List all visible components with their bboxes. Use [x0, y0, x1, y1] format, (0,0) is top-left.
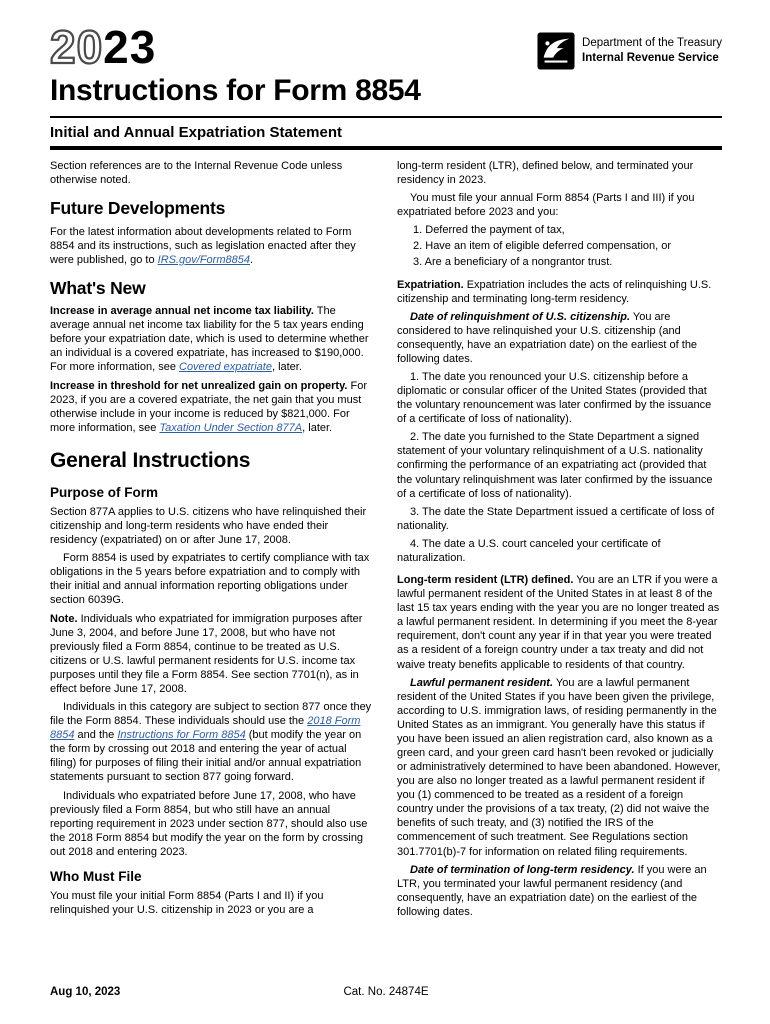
bold-italic-lead: Date of termination of long-term residency. [410, 863, 635, 876]
bold-italic-lead: Date of relinquishment of U.S. citizenship. [410, 310, 631, 323]
irs-label: Internal Revenue Service [582, 52, 719, 64]
annual-list-item-2 [397, 239, 722, 253]
heading-purpose-of-form: Purpose of Form [50, 484, 159, 500]
irs-identity-block [537, 32, 722, 70]
left-column [50, 159, 375, 923]
whats-new-item-2 [50, 379, 375, 435]
document-subtitle: Initial and Annual Expatriation Statement [50, 124, 342, 141]
heading-future-developments: Future Developments [50, 198, 226, 219]
expatriation-definition [397, 278, 722, 306]
list-number: 1. [413, 224, 423, 237]
annual-list-item-3 [397, 255, 722, 269]
agency-text [582, 36, 722, 66]
right-column [397, 159, 722, 923]
treasury-department-label: Department of the Treasury [582, 37, 722, 50]
form-year-solid: 23 [103, 21, 157, 73]
text-run: and the [74, 729, 118, 742]
text-run: Individuals who expatriated for immigration purposes after June 3, 2004, and before June 17, 2008, but who have not previously filed a Form 8854, continue to be treated as U.S. citizens or U.S. lawful permanent residents for U.S. income tax purposes until they file a Form 8854. See section 7701(n), as in effect before June 17, 2008. [50, 612, 363, 695]
catalog-number: Cat. No. 24874E [343, 986, 429, 998]
list-number: 4. [410, 537, 420, 550]
note-label: Note. [50, 612, 78, 625]
text-run: . [249, 253, 254, 266]
text-run: The average annual net income tax liability for the 5 tax years ending before your expatriation date, which is used to determine whether an individual is a covered expatriate, has increased to $190,000. For more information, see [50, 305, 369, 374]
revision-date: Aug 10, 2023 [50, 986, 121, 998]
text-run: (but modify the year on the form by crossing out 2018 and entering the year of actual filing) for purposes of filing their initial and/or annual expatriation statements pursuant to section 877 going forward. [50, 729, 362, 784]
heading-whats-new: What's New [50, 277, 146, 298]
link-instructions-for-form-8854[interactable]: Instructions for Form 8854 [117, 729, 246, 742]
page-footer [50, 986, 722, 998]
text-run: You are an LTR if you were a lawful permanent resident of the United States in at least 8 of the last 15 tax years ending with the year you are no longer treated as a lawful permanent resident. In determining if you meet the 8-year requirement, don't count any year if in that year you were treated as a resident of a foreign country under a tax treaty and did not waive treaty benefits applicable to residents of that country. [397, 574, 720, 671]
list-number: 2. [413, 240, 423, 253]
ltr-definition [397, 573, 722, 672]
relinquishment-date-4 [397, 537, 722, 565]
relinquishment-date-1 [397, 370, 722, 426]
text-run: Individuals in this category are subject to section 877 once they file the Form 8854. These individuals should use the [50, 701, 372, 728]
link-taxation-under-section-877a[interactable]: Taxation Under Section 877A [159, 421, 303, 434]
relinquishment-date-3 [397, 505, 722, 533]
text-run: You are a lawful permanent resident of the United States if you have been given the privilege, according to U.S. immigration laws, of residing permanently in the United States as an immigrant. You generally have this status if you have been issued an alien registration card, also known as a green card, and your green card hasn't been revoked or judicially or administratively determined to have been abandoned. However, you are also no longer treated as a lawful permanent resident if you (1) commenced to be treated as a resident of a foreign country under the provisions of a tax treaty, (2) did not waive the benefits of such treaty, and (3) notified the IRS of the commencement of such treatment. See Regulations section 301.7701(b)-7 for information on related filing requirements. [397, 676, 721, 858]
list-text: The date a U.S. court canceled your certificate of naturalization. [397, 537, 661, 564]
bold-lead: Long-term resident (LTR) defined. [397, 574, 574, 587]
bold-lead: Expatriation. [397, 278, 464, 291]
annual-list-item-1 [397, 223, 722, 237]
relinquishment-date-2 [397, 430, 722, 500]
form-year-outline: 20 [50, 21, 104, 73]
relinquishment-definition [397, 310, 722, 366]
two-column-body [50, 159, 722, 923]
future-developments-paragraph [50, 225, 375, 267]
list-number: 1. [410, 371, 420, 384]
text-run: Expatriation includes the acts of relinquishing U.S. citizenship and terminating long-term residency. [397, 278, 712, 305]
bold-italic-lead: Lawful permanent resident. [410, 676, 554, 689]
list-text: The date you furnished to the State Department a signed statement of your voluntary relinquishment of a U.S. nationality confirming the performance of an expatriating act (provided that the voluntary relinquishment was later confirmed by the issuance of a certificate of loss of nationality). [397, 431, 713, 500]
heading-general-instructions: General Instructions [50, 448, 251, 472]
header-divider [50, 146, 722, 150]
text-run: , later. [302, 421, 333, 434]
form-year [50, 21, 157, 73]
purpose-paragraph-3 [50, 700, 375, 784]
text-run: If you were an LTR, you terminated your lawful permanent residency (and consequently, have an expatriation date) on the earliest of the following dates. [397, 863, 707, 918]
title-divider [50, 116, 722, 118]
purpose-note [50, 612, 375, 696]
text-run: For the latest information about developments related to Form 8854 and its instructions, such as legislation enacted after they were published, go to [50, 225, 356, 266]
list-number: 3. [413, 256, 423, 269]
list-text: The date the State Department issued a certificate of loss of nationality. [397, 505, 715, 532]
purpose-paragraph-1: Section 877A applies to U.S. citizens who have relinquished their citizenship and long-term residents who have ended their residency (expatriated) on or after June 17, 2008. [50, 506, 367, 547]
list-number: 3. [410, 505, 420, 518]
continued-paragraph: long-term resident (LTR), defined below, and terminated your residency in 2023. [397, 160, 694, 187]
list-text: The date you renounced your U.S. citizenship before a diplomatic or consular officer of the United States (provided that the voluntary renouncement was later confirmed by the issuance of a certificate of loss of nationality). [397, 371, 712, 426]
link-2018-form-8854[interactable]: 2018 Form 8854 [50, 715, 361, 742]
lawful-permanent-resident-definition [397, 676, 722, 859]
annual-filing-intro: You must file your annual Form 8854 (Parts I and III) if you expatriated before 2023 and you: [397, 192, 695, 219]
document-title: Instructions for Form 8854 [50, 74, 421, 107]
list-number: 2. [410, 431, 420, 444]
whats-new-item-1 [50, 304, 375, 374]
heading-who-must-file: Who Must File [50, 868, 142, 884]
link-covered-expatriate[interactable]: Covered expatriate [179, 361, 272, 374]
list-text: Deferred the payment of tax, [425, 224, 565, 237]
document-header [50, 21, 722, 150]
who-must-file-paragraph: You must file your initial Form 8854 (Parts I and II) if you relinquished your U.S. citizenship in 2023 or you are a [50, 890, 324, 917]
purpose-paragraph-4: Individuals who expatriated before June 17, 2008, who have previously filed a Form 8854, but who still have an annual reporting requirement in 2023 under section 877, should also use the 2018 Form 8854 but modify the year on the form by crossing out 2018 and entering 2023. [50, 789, 368, 858]
text-run: , later. [271, 361, 302, 374]
purpose-paragraph-2: Form 8854 is used by expatriates to certify compliance with tax obligations in the 5 years before expatriation and to comply with their initial and annual information reporting obligations under section 6039G. [50, 552, 370, 607]
text-run: You are considered to have relinquished your U.S. citizenship (and consequently, have an expatriation date) on the earliest of the following dates. [397, 310, 698, 365]
link-irs-gov-form8854[interactable]: IRS.gov/Form8854 [157, 253, 250, 266]
irs-eagle-logo-icon [537, 32, 575, 70]
bold-lead: Increase in threshold for net unrealized gain on property. [50, 379, 348, 392]
section-references-note: Section references are to the Internal Revenue Code unless otherwise noted. [50, 160, 343, 187]
text-run: For 2023, if you are a covered expatriate, the net gain that you must otherwise include in your income is reduced by $821,000. For more information, see [50, 379, 368, 434]
termination-definition [397, 863, 722, 919]
list-text: Are a beneficiary of a nongrantor trust. [424, 256, 613, 269]
bold-lead: Increase in average annual net income tax liability. [50, 305, 314, 318]
list-text: Have an item of eligible deferred compensation, or [425, 240, 672, 253]
